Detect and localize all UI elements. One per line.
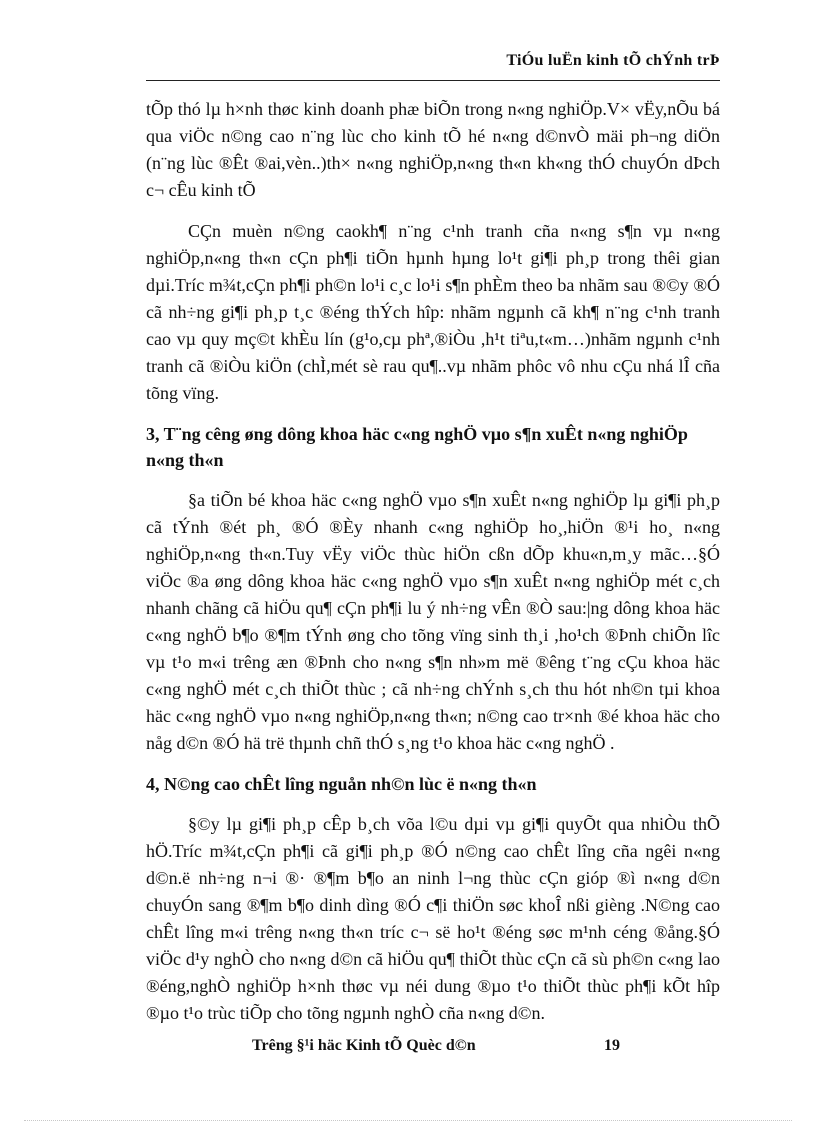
- page-number: 19: [604, 1037, 620, 1054]
- paragraph-4: §©y lµ gi¶i ph¸p cÊp b¸ch võa l©u dµi vµ gi¶i quyÕt qua nhiÒu thÕ hÖ.Tríc m¾t,cÇn ph¶i cã gi¶i ph¸p ®Ó n©ng cao chÊt lîng cña ngêi n«ng d©n.ë nh÷ng n¬i ®· ®¶m b¶o an ninh l¬ng thùc cÇn gióp ®ì n«ng d©n chuyÓn sang ®¶m b¶o dinh dìng ®Ó c¶i thiÖn søc khoÎ nßi gièng .N©ng cao chÊt lîng m«i trêng n«ng th«n tríc c¬ së ho¹t ®éng søc m¹nh céng ®ång.§Ó viÖc d¹y nghÒ cho n«ng d©n cã hiÖu qu¶ thiÕt thùc cÇn cã sù ph©n c«ng lao ®éng,nghÒ nghiÖp h×nh thøc vµ néi dung ®µo t¹o thiÕt thùc ph¶i kÕt hîp ®µo t¹o trùc tiÕp cho tõng ngµnh nghÒ cña n«ng d©n.: [146, 814, 720, 1023]
- paragraph-2: CÇn muèn n©ng caokh¶ n¨ng c¹nh tranh cña n«ng s¶n vµ n«ng nghiÖp,n«ng th«n cÇn ph¶i tiÕn hµnh hµng lo¹t gi¶i ph¸p trong thêi gian dµi.Tríc m¾t,cÇn ph¶i ph©n lo¹i c¸c lo¹i s¶n phÈm theo ba nhãm sau ®©y ®Ó cã nh÷ng gi¶i ph¸p t¸c ®éng thÝch hîp: nhãm ngµnh cã kh¶ n¨ng c¹nh tranh cao vµ quy mç©t khÈu lín (g¹o,cµ phª,®iÒu ,h¹t tiªu,t«m…)nhãm ngµnh c¹nh tranh cã ®iÒu kiÖn (chÌ,mét sè rau qu¶..vµ nhãm phôc vô nhu cÇu nhá lÎ cña tõng vïng.: [146, 221, 720, 403]
- paragraph-3: §a tiÕn bé khoa häc c«ng nghÖ vµo s¶n xuÊt n«ng nghiÖp lµ gi¶i ph¸p cã tÝnh ®ét ph¸ ®Ó ®Èy nhanh c«ng nghiÖp ho¸,hiÖn ®¹i ho¸ n«ng nghiÖp,n«ng th«n.Tuy vËy viÖc thùc hiÖn cßn dÕp khu«n,m¸y mãc…§Ó viÖc ®a øng dông khoa häc c«ng nghÖ vµo s¶n xuÊt n«ng nghiÖp mét c¸ch nhanh chãng cã hiÖu qu¶ cÇn ph¶i lu ý nh÷ng vÊn ®Ò sau:|ng dông khoa häc c«ng nghÖ b¶o ®¶m tÝnh øng cho tõng vïng sinh th¸i ,ho¹ch ®Þnh chiÕn lîc vµ t¹o m«i trêng æn ®Þnh cho n«ng s¶n nh»m më ®êng t¨ng cÇu khoa häc c«ng nghÖ mét c¸ch thiÕt thùc ; cã nh÷ng chÝnh s¸ch thu hót nh©n tµi khoa häc c«ng nghÖ vµo n«ng nghiÖp,n«ng th«n; n©ng cao tr×nh ®é khoa häc cho någ d©n ®Ó hä trë thµnh chñ thÓ s¸ng t¹o khoa häc c«ng nghÖ .: [146, 490, 720, 753]
- page-edge-dotted-line: [24, 1120, 792, 1121]
- section-heading-3: 3, T¨ng cêng øng dông khoa häc c«ng nghÖ vµo s¶n xuÊt n«ng nghiÖp n«ng th«n: [146, 424, 688, 470]
- section-heading-4: 4, N©ng cao chÊt lîng nguån nh©n lùc ë n«ng th«n: [146, 774, 537, 794]
- page-body: [146, 96, 720, 1041]
- paragraph-1: tÕp thó lµ h×nh thøc kinh doanh phæ biÕn trong n«ng nghiÖp.V× vËy,nÕu bá qua viÖc n©ng cao n¨ng lùc cho kinh tÕ hé n«ng d©nvÒ mäi ph¬ng diÖn (n¨ng lùc ®Êt ®ai,vèn..)th× n«ng nghiÖp,n«ng th«n kh«ng thÓ chuyÓn dÞch c¬ cÊu kinh tÕ: [146, 99, 720, 200]
- footer-university: Trêng §¹i häc Kinh tÕ Quèc d©n: [252, 1037, 476, 1054]
- header-rule: [146, 80, 720, 81]
- running-header: TiÓu luËn kinh tÕ chÝnh trÞ: [506, 52, 720, 69]
